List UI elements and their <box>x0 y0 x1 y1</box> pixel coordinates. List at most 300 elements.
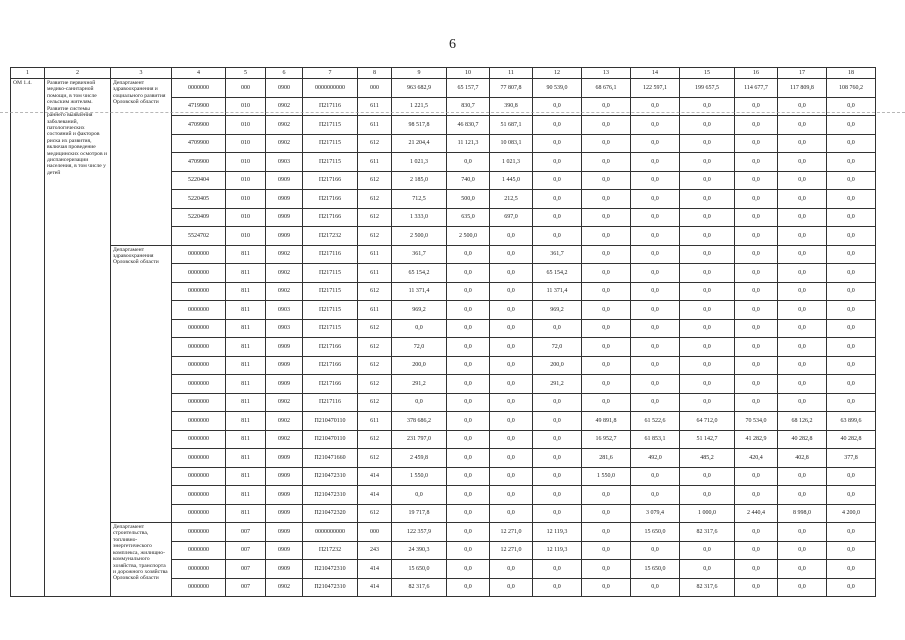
table-cell: 0,0 <box>582 338 631 357</box>
table-cell: 0000000 <box>172 541 226 560</box>
table-cell: П210472310 <box>303 467 358 486</box>
budget-table <box>10 67 876 597</box>
table-cell: 0,0 <box>582 486 631 505</box>
table-cell: 0909 <box>266 504 303 523</box>
table-cell: П217166 <box>303 375 358 394</box>
header-cell: 15 <box>680 68 735 79</box>
table-cell: 231 797,0 <box>392 430 447 449</box>
table-cell: 0,0 <box>680 338 735 357</box>
header-cell: 1 <box>11 68 45 79</box>
table-cell: 90 539,0 <box>533 79 582 98</box>
table-cell: 0000000 <box>172 523 226 542</box>
table-cell: 0,0 <box>631 338 680 357</box>
table-cell: 0,0 <box>631 97 680 116</box>
table-cell: 0,0 <box>490 245 533 264</box>
table-cell: 0000000 <box>172 467 226 486</box>
table-row <box>11 245 876 264</box>
table-cell: 0,0 <box>631 282 680 301</box>
table-cell: 0,0 <box>447 504 490 523</box>
table-cell: 0,0 <box>392 393 447 412</box>
table-cell: П217166 <box>303 190 358 209</box>
table-cell: 0,0 <box>533 134 582 153</box>
table-cell: 4709900 <box>172 134 226 153</box>
table-cell: 0,0 <box>631 245 680 264</box>
table-cell: 0902 <box>266 245 303 264</box>
table-cell: 4719900 <box>172 97 226 116</box>
header-cell: 2 <box>45 68 111 79</box>
header-cell: 6 <box>266 68 303 79</box>
table-cell: 0,0 <box>582 208 631 227</box>
table-cell: 0902 <box>266 393 303 412</box>
table-cell: 77 807,8 <box>490 79 533 98</box>
table-cell: 122 597,1 <box>631 79 680 98</box>
table-cell: 10 083,1 <box>490 134 533 153</box>
table-cell: 0,0 <box>533 153 582 172</box>
table-cell: 0,0 <box>490 467 533 486</box>
table-cell: 0,0 <box>680 486 735 505</box>
table-cell: 0,0 <box>735 393 778 412</box>
table-cell: 0,0 <box>778 171 827 190</box>
table-cell: 0909 <box>266 541 303 560</box>
header-cell: 18 <box>827 68 876 79</box>
table-cell: 46 830,7 <box>447 116 490 135</box>
table-cell: 611 <box>358 116 392 135</box>
table-cell: 15 650,0 <box>392 560 447 579</box>
table-cell: 0,0 <box>827 393 876 412</box>
table-cell: 0,0 <box>582 264 631 283</box>
header-cell: 7 <box>303 68 358 79</box>
table-cell: 0902 <box>266 134 303 153</box>
table-cell: 740,0 <box>447 171 490 190</box>
table-cell: 0,0 <box>735 467 778 486</box>
table-cell: 612 <box>358 356 392 375</box>
table-cell: 0,0 <box>533 393 582 412</box>
table-cell: П217115 <box>303 153 358 172</box>
table-cell: 0,0 <box>778 282 827 301</box>
table-cell: 0,0 <box>582 282 631 301</box>
table-cell: 010 <box>226 116 266 135</box>
table-cell: 0,0 <box>631 153 680 172</box>
table-cell: 0909 <box>266 190 303 209</box>
table-cell: 40 282,8 <box>827 430 876 449</box>
table-cell: 243 <box>358 541 392 560</box>
table-cell: 72,0 <box>533 338 582 357</box>
table-cell: 0,0 <box>778 190 827 209</box>
table-cell: 0,0 <box>447 467 490 486</box>
table-cell: 010 <box>226 208 266 227</box>
table-cell: 0,0 <box>827 338 876 357</box>
table-cell: 21 204,4 <box>392 134 447 153</box>
table-cell: 0,0 <box>582 171 631 190</box>
table-cell: 0,0 <box>490 504 533 523</box>
table-cell: 281,6 <box>582 449 631 468</box>
table-cell: 612 <box>358 208 392 227</box>
table-cell: 70 534,0 <box>735 412 778 431</box>
table-cell: 0,0 <box>827 153 876 172</box>
table-cell: 0000000 <box>172 578 226 597</box>
table-cell: 0,0 <box>735 264 778 283</box>
table-cell: 0,0 <box>582 356 631 375</box>
table-cell: 0,0 <box>680 227 735 246</box>
table-cell: 0,0 <box>778 153 827 172</box>
table-cell: 1 333,0 <box>392 208 447 227</box>
table-cell: 963 682,9 <box>392 79 447 98</box>
table-cell: 010 <box>226 190 266 209</box>
table-cell: 2 459,8 <box>392 449 447 468</box>
table-cell: 0,0 <box>827 208 876 227</box>
table-cell: 0,0 <box>778 338 827 357</box>
header-cell: 16 <box>735 68 778 79</box>
table-cell: 0909 <box>266 208 303 227</box>
table-cell: 0,0 <box>533 412 582 431</box>
table-cell: 0,0 <box>680 97 735 116</box>
table-cell: 0,0 <box>447 375 490 394</box>
table-cell: 0000000 <box>172 245 226 264</box>
table-cell: 0,0 <box>680 116 735 135</box>
table-cell: 0,0 <box>490 301 533 320</box>
table-cell: 0,0 <box>631 227 680 246</box>
table-cell: 811 <box>226 449 266 468</box>
table-cell: 65 154,2 <box>392 264 447 283</box>
table-cell: 612 <box>358 375 392 394</box>
table-cell: 811 <box>226 319 266 338</box>
table-cell: 0,0 <box>582 190 631 209</box>
table-cell: П210472320 <box>303 504 358 523</box>
table-cell: 0,0 <box>490 227 533 246</box>
table-cell: 0,0 <box>490 356 533 375</box>
table-cell: 0,0 <box>735 523 778 542</box>
table-cell: 0,0 <box>490 282 533 301</box>
table-cell: 0,0 <box>778 356 827 375</box>
table-cell: 64 712,0 <box>680 412 735 431</box>
table-cell: 200,0 <box>392 356 447 375</box>
executor-cell: Департамент строительства, топливно-энергетического комплекса, жилищно-коммунального хозяйства, транспорта и дорожного хозяйства Орловской области <box>111 523 172 597</box>
header-cell: 4 <box>172 68 226 79</box>
table-cell: 414 <box>358 467 392 486</box>
table-cell: 0,0 <box>490 375 533 394</box>
table-cell: 0902 <box>266 578 303 597</box>
table-cell: 0,0 <box>680 541 735 560</box>
table-cell: 2 500,0 <box>392 227 447 246</box>
table-cell: 0,0 <box>680 282 735 301</box>
table-cell: 0,0 <box>490 319 533 338</box>
table-cell: 0,0 <box>533 504 582 523</box>
table-cell: 0,0 <box>827 560 876 579</box>
table-cell: 485,2 <box>680 449 735 468</box>
table-cell: 0,0 <box>447 578 490 597</box>
table-cell: 811 <box>226 412 266 431</box>
table-cell: 16 952,7 <box>582 430 631 449</box>
table-cell: 0,0 <box>827 541 876 560</box>
table-cell: 611 <box>358 153 392 172</box>
table-cell: 612 <box>358 190 392 209</box>
table-cell: 0,0 <box>735 153 778 172</box>
executor-cell: Департамент здравоохранения и социального развития Орловской области <box>111 79 172 246</box>
table-cell: П217116 <box>303 97 358 116</box>
table-cell: 402,8 <box>778 449 827 468</box>
table-cell: 0,0 <box>680 245 735 264</box>
table-cell: П217116 <box>303 245 358 264</box>
table-cell: 114 677,7 <box>735 79 778 98</box>
table-cell: 0,0 <box>582 245 631 264</box>
table-cell: 0,0 <box>631 134 680 153</box>
table-cell: 82 317,6 <box>680 578 735 597</box>
table-cell: 811 <box>226 301 266 320</box>
table-cell: 0000000 <box>172 430 226 449</box>
table-cell: 612 <box>358 449 392 468</box>
table-cell: П217166 <box>303 208 358 227</box>
table-cell: 378 686,2 <box>392 412 447 431</box>
table-cell: 0,0 <box>778 541 827 560</box>
table-cell: 611 <box>358 301 392 320</box>
table-cell: 0,0 <box>447 560 490 579</box>
table-cell: 0,0 <box>631 264 680 283</box>
header-cell: 17 <box>778 68 827 79</box>
table-cell: 0,0 <box>490 393 533 412</box>
table-cell: 0,0 <box>827 97 876 116</box>
table-cell: 0902 <box>266 282 303 301</box>
table-cell: 811 <box>226 467 266 486</box>
table-cell: 0,0 <box>582 153 631 172</box>
table-cell: 1 221,5 <box>392 97 447 116</box>
table-cell: П217115 <box>303 134 358 153</box>
table-cell: 0,0 <box>827 467 876 486</box>
table-cell: 000 <box>226 79 266 98</box>
table-cell: П217166 <box>303 171 358 190</box>
table-cell: 0,0 <box>447 319 490 338</box>
table-cell: 0000000 <box>172 412 226 431</box>
table-cell: 0,0 <box>827 190 876 209</box>
table-cell: 12 271,0 <box>490 523 533 542</box>
table-cell: 0,0 <box>631 190 680 209</box>
table-cell: 0,0 <box>490 338 533 357</box>
table-cell: 010 <box>226 134 266 153</box>
table-cell: 0000000 <box>172 79 226 98</box>
table-cell: 0,0 <box>827 245 876 264</box>
table-cell: П217232 <box>303 541 358 560</box>
table-cell: 0,0 <box>533 578 582 597</box>
table-cell: 0,0 <box>447 282 490 301</box>
table-cell: 0,0 <box>582 97 631 116</box>
table-cell: 0,0 <box>778 245 827 264</box>
table-cell: 0000000 <box>172 319 226 338</box>
table-cell: 0,0 <box>735 190 778 209</box>
table-cell: 117 809,8 <box>778 79 827 98</box>
table-cell: 12 271,0 <box>490 541 533 560</box>
table-cell: 0903 <box>266 319 303 338</box>
table-cell: 0000000 <box>172 282 226 301</box>
table-cell: 0,0 <box>631 208 680 227</box>
header-cell: 9 <box>392 68 447 79</box>
table-cell: П210470110 <box>303 412 358 431</box>
table-cell: 0000000000 <box>303 523 358 542</box>
table-cell: 51 142,7 <box>680 430 735 449</box>
table-cell: 0,0 <box>778 227 827 246</box>
table-cell: 0,0 <box>735 578 778 597</box>
table-cell: 0000000000 <box>303 79 358 98</box>
table-cell: 0,0 <box>582 116 631 135</box>
table-cell: 0,0 <box>778 301 827 320</box>
table-cell: 1 445,0 <box>490 171 533 190</box>
table-cell: 0,0 <box>680 190 735 209</box>
table-cell: 0,0 <box>735 245 778 264</box>
table-cell: 11 121,3 <box>447 134 490 153</box>
table-cell: 0,0 <box>827 227 876 246</box>
table-cell: 361,7 <box>533 245 582 264</box>
table-cell: 0,0 <box>778 319 827 338</box>
table-cell: 63 899,6 <box>827 412 876 431</box>
table-cell: 0,0 <box>778 97 827 116</box>
table-cell: 0,0 <box>680 375 735 394</box>
table-cell: 0,0 <box>827 282 876 301</box>
table-cell: 0,0 <box>735 486 778 505</box>
table-cell: 0,0 <box>447 430 490 449</box>
table-cell: 0,0 <box>680 393 735 412</box>
table-cell: 65 157,7 <box>447 79 490 98</box>
table-cell: 0,0 <box>735 541 778 560</box>
table-cell: 2 500,0 <box>447 227 490 246</box>
table-cell: 0000000 <box>172 449 226 468</box>
table-cell: 0,0 <box>680 208 735 227</box>
table-cell: 12 119,3 <box>533 541 582 560</box>
table-cell: 612 <box>358 504 392 523</box>
table-cell: 0,0 <box>778 523 827 542</box>
table-cell: 5220404 <box>172 171 226 190</box>
table-cell: 0903 <box>266 153 303 172</box>
table-cell: 0,0 <box>631 541 680 560</box>
table-cell: 0000000 <box>172 393 226 412</box>
header-cell: 11 <box>490 68 533 79</box>
table-cell: 0000000 <box>172 338 226 357</box>
table-cell: П210472310 <box>303 486 358 505</box>
table-cell: 811 <box>226 356 266 375</box>
table-cell: 1 550,0 <box>582 467 631 486</box>
table-cell: 0,0 <box>582 523 631 542</box>
table-cell: 0000000 <box>172 356 226 375</box>
row-code: ОМ 1.4. <box>11 79 45 597</box>
table-cell: 377,8 <box>827 449 876 468</box>
table-cell: 0,0 <box>533 171 582 190</box>
table-cell: 0,0 <box>490 430 533 449</box>
table-cell: 0,0 <box>827 578 876 597</box>
table-cell: 007 <box>226 560 266 579</box>
table-cell: П210472310 <box>303 578 358 597</box>
table-cell: 0,0 <box>827 171 876 190</box>
table-cell: 40 282,8 <box>778 430 827 449</box>
table-cell: 0,0 <box>735 282 778 301</box>
table-cell: 0,0 <box>582 375 631 394</box>
table-cell: 0,0 <box>735 356 778 375</box>
table-cell: 010 <box>226 97 266 116</box>
table-cell: 0,0 <box>827 264 876 283</box>
table-cell: 0909 <box>266 449 303 468</box>
table-cell: 0,0 <box>778 264 827 283</box>
table-cell: 811 <box>226 282 266 301</box>
table-cell: 0,0 <box>392 486 447 505</box>
table-cell: 0,0 <box>827 486 876 505</box>
table-cell: 0,0 <box>631 486 680 505</box>
table-cell: 199 657,5 <box>680 79 735 98</box>
table-cell: 811 <box>226 430 266 449</box>
table-cell: 0,0 <box>735 319 778 338</box>
table-cell: 0,0 <box>447 301 490 320</box>
table-cell: 0,0 <box>827 301 876 320</box>
table-cell: 0,0 <box>631 578 680 597</box>
table-cell: 0909 <box>266 227 303 246</box>
table-cell: 612 <box>358 430 392 449</box>
table-cell: 010 <box>226 227 266 246</box>
table-cell: 291,2 <box>533 375 582 394</box>
table-cell: 414 <box>358 578 392 597</box>
table-cell: 0,0 <box>735 227 778 246</box>
table-cell: 0,0 <box>490 560 533 579</box>
table-cell: 0,0 <box>680 319 735 338</box>
table-cell: 0,0 <box>827 319 876 338</box>
table-cell: 0,0 <box>582 227 631 246</box>
table-cell: 0,0 <box>631 301 680 320</box>
table-cell: 82 317,6 <box>680 523 735 542</box>
table-cell: 291,2 <box>392 375 447 394</box>
table-cell: 612 <box>358 134 392 153</box>
table-cell: 24 390,3 <box>392 541 447 560</box>
table-cell: 811 <box>226 486 266 505</box>
table-cell: 5220405 <box>172 190 226 209</box>
table-cell: 0,0 <box>447 449 490 468</box>
table-cell: 0909 <box>266 375 303 394</box>
table-cell: 1 021,3 <box>490 153 533 172</box>
table-cell: 612 <box>358 319 392 338</box>
table-cell: 007 <box>226 578 266 597</box>
table-cell: 108 760,2 <box>827 79 876 98</box>
table-cell: П210471660 <box>303 449 358 468</box>
scan-artifact-line <box>0 112 905 113</box>
table-cell: 2 440,4 <box>735 504 778 523</box>
table-cell: 0,0 <box>490 486 533 505</box>
table-cell: 61 853,1 <box>631 430 680 449</box>
table-cell: 712,5 <box>392 190 447 209</box>
table-cell: 5220409 <box>172 208 226 227</box>
table-cell: 0,0 <box>490 578 533 597</box>
table-cell: 635,0 <box>447 208 490 227</box>
table-cell: 0,0 <box>778 375 827 394</box>
table-cell: 0909 <box>266 523 303 542</box>
table-cell: 0902 <box>266 97 303 116</box>
table-cell: 612 <box>358 393 392 412</box>
table-cell: 0,0 <box>447 541 490 560</box>
table-cell: 5524702 <box>172 227 226 246</box>
table-cell: 390,8 <box>490 97 533 116</box>
table-cell: 0,0 <box>447 523 490 542</box>
table-cell: 0000000 <box>172 486 226 505</box>
header-cell: 10 <box>447 68 490 79</box>
table-cell: 0,0 <box>533 116 582 135</box>
table-cell: 0000000 <box>172 504 226 523</box>
table-cell: 0,0 <box>778 393 827 412</box>
table-cell: 612 <box>358 171 392 190</box>
table-cell: 0,0 <box>582 504 631 523</box>
table-cell: 68 676,1 <box>582 79 631 98</box>
table-cell: 65 154,2 <box>533 264 582 283</box>
table-cell: 0,0 <box>533 560 582 579</box>
table-cell: 0,0 <box>447 486 490 505</box>
table-cell: 0903 <box>266 301 303 320</box>
table-cell: 0,0 <box>680 467 735 486</box>
table-cell: 0,0 <box>631 467 680 486</box>
table-cell: 0,0 <box>533 430 582 449</box>
table-cell: 72,0 <box>392 338 447 357</box>
table-cell: 0,0 <box>533 319 582 338</box>
table-cell: 0902 <box>266 430 303 449</box>
